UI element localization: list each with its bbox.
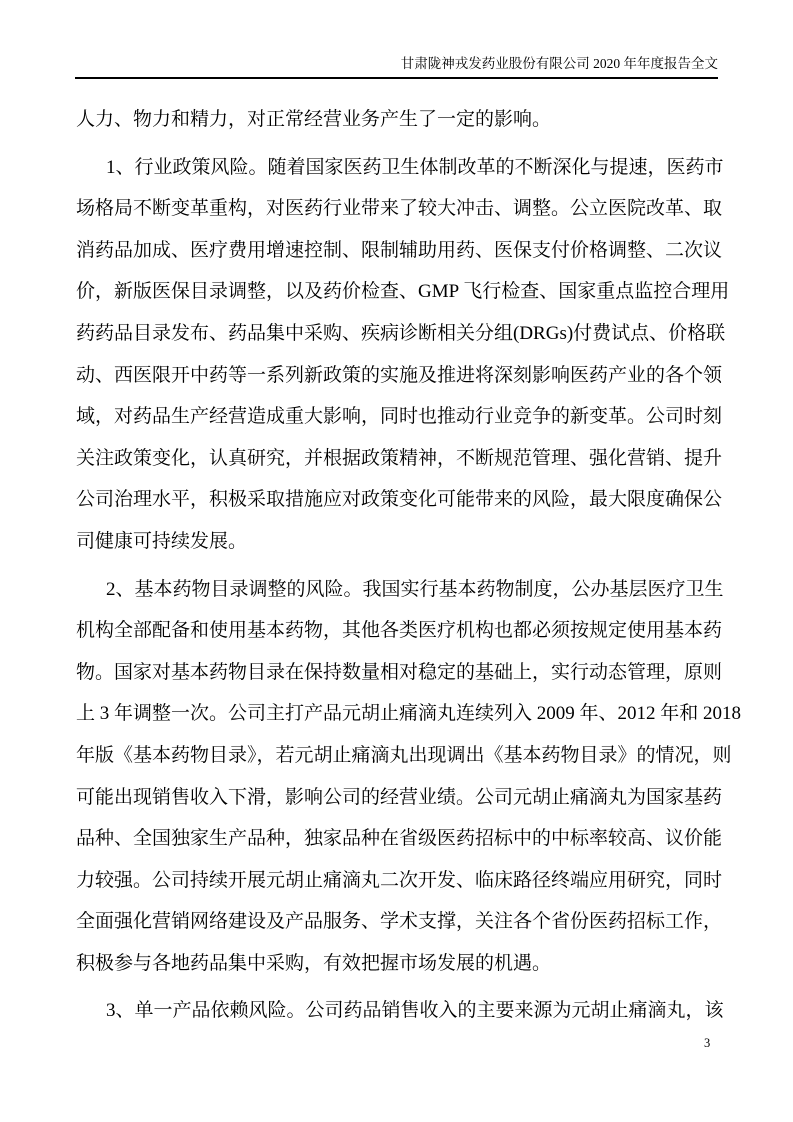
text-line: 消药品加成、医疗费用增速控制、限制辅助用药、医保支付价格调整、二次议 <box>76 239 723 261</box>
text-line: 公司治理水平，积极采取措施应对政策变化可能带来的风险，最大限度确保公 <box>76 489 723 511</box>
text-line: 2、基本药物目录调整的风险。我国实行基本药物制度，公办基层医疗卫生 <box>106 578 724 600</box>
page-number: 3 <box>704 1036 711 1050</box>
text-line: 上 3 年调整一次。公司主打产品元胡止痛滴丸连续列入 2009 年、2012 年和 2018 <box>76 703 742 725</box>
text-line: 场格局不断变革重构，对医药行业带来了较大冲击、调整。公立医院改革、取 <box>76 198 723 220</box>
text-line: 司健康可持续发展。 <box>76 530 248 552</box>
text-line: 品种、全国独家生产品种，独家品种在省级医药招标中的中标率较高、议价能 <box>76 828 723 850</box>
header-rule <box>75 77 718 79</box>
header-title: 甘肃陇神戎发药业股份有限公司 2020 年年度报告全文 <box>400 56 718 71</box>
paragraph-risk-2-essential-drug-list <box>76 569 742 985</box>
text-line: 关注政策变化，认真研究，并根据政策精神，不断规范管理、强化营销、提升 <box>76 447 723 469</box>
text-line: 价，新版医保目录调整，以及药价检查、GMP 飞行检查、国家重点监控合理用 <box>76 281 730 303</box>
text-line: 药药品目录发布、药品集中采购、疾病诊断相关分组(DRGs)付费试点、价格联 <box>76 322 726 344</box>
text-line: 可能出现销售收入下滑，影响公司的经营业绩。公司元胡止痛滴丸为国家基药 <box>76 786 723 808</box>
document-body <box>76 99 742 1032</box>
text-line: 机构全部配备和使用基本药物，其他各类医疗机构也都必须按规定使用基本药 <box>76 620 723 642</box>
text-line: 3、单一产品依赖风险。公司药品销售收入的主要来源为元胡止痛滴丸，该 <box>106 1000 724 1022</box>
text-line: 全面强化营销网络建设及产品服务、学术支撑，关注各个省份医药招标工作， <box>76 911 723 933</box>
text-line: 积极参与各地药品集中采购，有效把握市场发展的机遇。 <box>76 952 552 974</box>
text-line: 力较强。公司持续开展元胡止痛滴丸二次开发、临床路径终端应用研究，同时 <box>76 869 723 891</box>
paragraph-risk-3-single-product-dependence <box>76 990 724 1032</box>
text-line: 年版《基本药物目录》，若元胡止痛滴丸出现调出《基本药物目录》的情况，则 <box>76 744 732 766</box>
text-line: 动、西医限开中药等一系列新政策的实施及推进将深刻影响医药产业的各个领 <box>76 364 723 386</box>
text-line: 1、行业政策风险。随着国家医药卫生体制改革的不断深化与提速，医药市 <box>106 156 724 178</box>
text-line: 物。国家对基本药物目录在保持数量相对稳定的基础上，实行动态管理，原则 <box>76 661 723 683</box>
text-line: 人力、物力和精力，对正常经营业务产生了一定的影响。 <box>76 109 552 130</box>
paragraph-risk-1-industry-policy <box>76 147 730 563</box>
text-line: 域，对药品生产经营造成重大影响，同时也推动行业竞争的新变革。公司时刻 <box>76 406 723 428</box>
paragraph-intro-continuation <box>76 99 719 141</box>
